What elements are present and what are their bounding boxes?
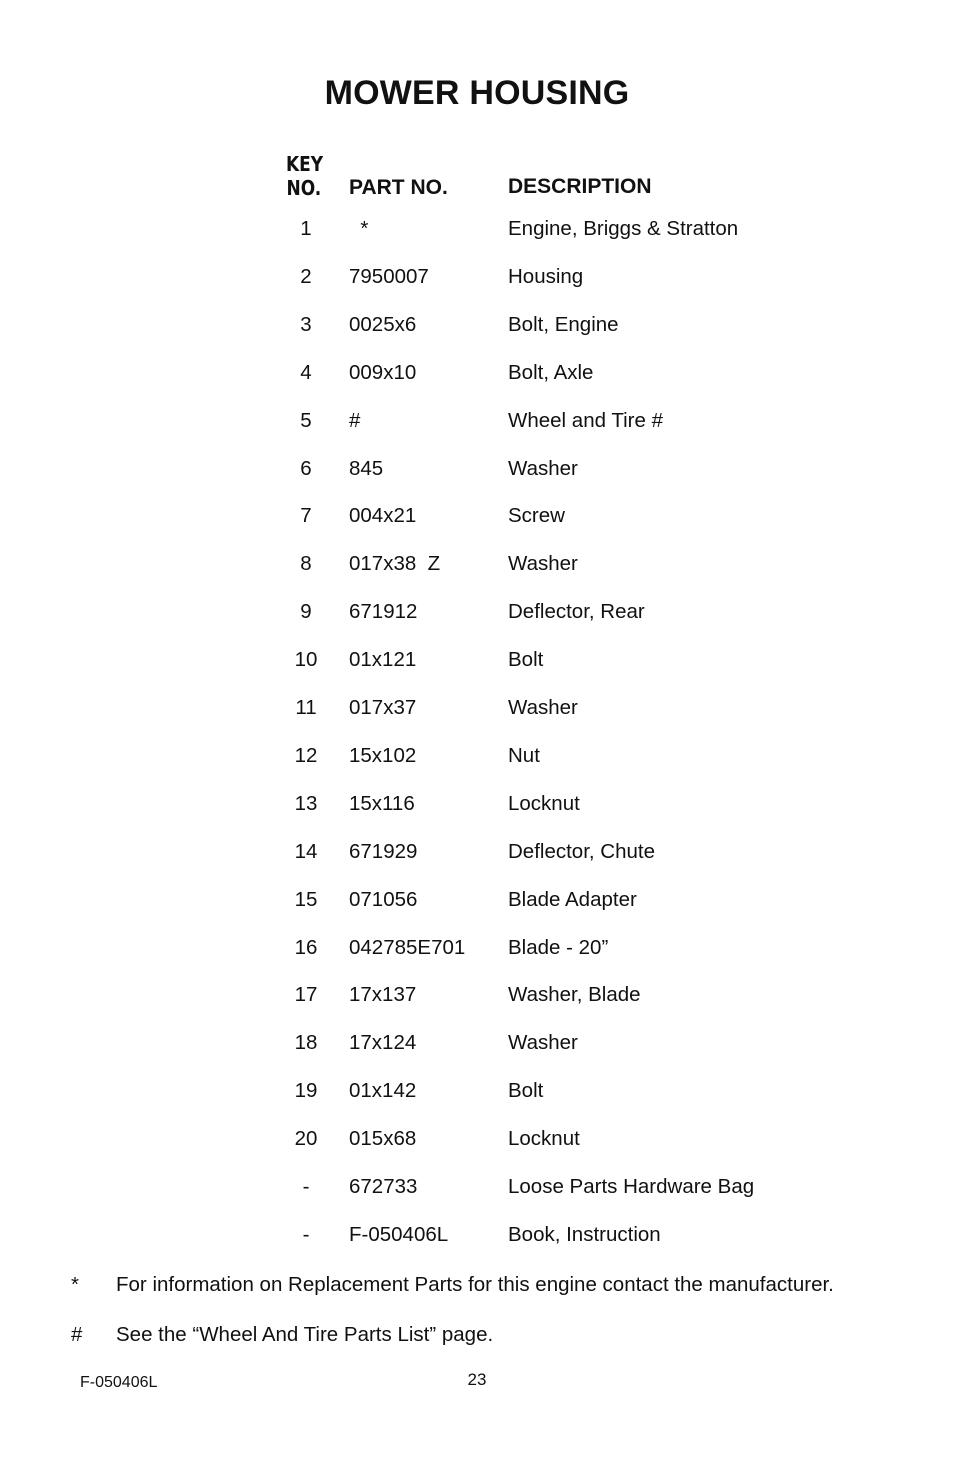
part-no-cell: 15x102 bbox=[349, 743, 417, 767]
part-no-cell: 01x121 bbox=[349, 648, 417, 672]
description-cell: Deflector, Chute bbox=[508, 839, 655, 863]
page-number: 23 bbox=[467, 1370, 487, 1389]
description-cell: Screw bbox=[508, 504, 565, 528]
part-no-cell: 042785E701 bbox=[349, 935, 466, 959]
table-row bbox=[0, 454, 954, 484]
key-no-cell: 17 bbox=[294, 983, 318, 1007]
table-row bbox=[0, 693, 954, 723]
table-row bbox=[0, 214, 954, 244]
description-cell: Deflector, Rear bbox=[508, 600, 645, 624]
part-no-cell: 845 bbox=[349, 456, 384, 480]
table-row bbox=[0, 933, 954, 963]
table-row bbox=[0, 1028, 954, 1058]
description-cell: Washer bbox=[508, 552, 578, 576]
description-cell: Bolt bbox=[508, 1079, 544, 1103]
description-cell: Washer bbox=[508, 456, 578, 480]
part-no-cell: * bbox=[349, 217, 369, 240]
description-cell: Blade Adapter bbox=[508, 887, 637, 911]
key-no-cell: 11 bbox=[295, 696, 317, 719]
key-header-line1: KEY bbox=[286, 152, 324, 176]
footnote-symbol: * bbox=[71, 1273, 79, 1296]
table-row bbox=[0, 262, 954, 292]
key-no-cell: 19 bbox=[294, 1079, 318, 1103]
part-no-header: PART NO. bbox=[349, 176, 448, 199]
description-cell: Blade - 20” bbox=[508, 935, 609, 959]
part-no-cell: 071056 bbox=[349, 887, 418, 911]
table-row bbox=[0, 837, 954, 867]
key-no-cell: 13 bbox=[294, 791, 318, 815]
key-no-cell: 10 bbox=[294, 648, 318, 672]
description-cell: Book, Instruction bbox=[508, 1222, 661, 1246]
description-cell: Bolt, Engine bbox=[508, 312, 619, 336]
key-no-cell: 20 bbox=[294, 1127, 318, 1151]
table-row bbox=[0, 1220, 954, 1250]
description-cell: Engine, Briggs & Stratton bbox=[508, 217, 739, 240]
description-cell: Locknut bbox=[508, 1127, 580, 1151]
key-no-cell: - bbox=[302, 1175, 310, 1198]
table-row bbox=[0, 1124, 954, 1154]
table-row bbox=[0, 310, 954, 340]
key-no-cell: 2 bbox=[300, 264, 312, 288]
key-no-cell: 15 bbox=[294, 887, 318, 911]
table-row bbox=[0, 1172, 954, 1202]
part-no-cell: 009x10 bbox=[349, 360, 417, 384]
part-no-cell: 017x37 bbox=[349, 696, 417, 719]
part-no-cell: 004x21 bbox=[349, 504, 417, 528]
part-no-cell: F-050406L bbox=[349, 1222, 449, 1246]
key-no-cell: 8 bbox=[300, 552, 312, 576]
table-row bbox=[0, 789, 954, 819]
description-cell: Bolt bbox=[508, 648, 544, 672]
part-no-cell: 15x116 bbox=[349, 791, 415, 815]
part-no-cell: 7950007 bbox=[349, 264, 429, 288]
part-no-cell: 0025x6 bbox=[349, 312, 417, 336]
table-row bbox=[0, 645, 954, 675]
part-no-cell: 671912 bbox=[349, 600, 418, 624]
key-no-cell: 7 bbox=[300, 504, 312, 528]
description-cell: Wheel and Tire # bbox=[508, 408, 663, 432]
key-no-cell: 1 bbox=[300, 217, 312, 240]
description-cell: Nut bbox=[508, 743, 540, 767]
part-no-cell: 17x137 bbox=[349, 983, 417, 1007]
key-no-cell: 5 bbox=[300, 408, 312, 432]
part-no-cell: # bbox=[349, 408, 361, 432]
key-no-cell: 18 bbox=[294, 1031, 318, 1055]
description-cell: Bolt, Axle bbox=[508, 360, 594, 384]
description-cell: Washer, Blade bbox=[508, 983, 641, 1007]
table-row bbox=[0, 549, 954, 579]
document-code: F-050406L bbox=[80, 1374, 158, 1391]
description-cell: Washer bbox=[508, 1031, 578, 1055]
description-header: DESCRIPTION bbox=[508, 175, 652, 198]
part-no-cell: 01x142 bbox=[349, 1079, 417, 1103]
table-row bbox=[0, 406, 954, 436]
table-row bbox=[0, 358, 954, 388]
key-no-cell: 12 bbox=[294, 743, 318, 767]
part-no-cell: 015x68 bbox=[349, 1127, 417, 1151]
part-no-cell: 17x124 bbox=[349, 1031, 417, 1055]
description-cell: Housing bbox=[508, 264, 584, 288]
table-row bbox=[0, 501, 954, 531]
key-no-cell: - bbox=[302, 1222, 310, 1246]
part-no-cell: 017x38 Z bbox=[349, 552, 441, 576]
key-no-cell: 16 bbox=[294, 935, 318, 959]
key-no-cell: 3 bbox=[300, 312, 312, 336]
key-no-cell: 9 bbox=[300, 600, 312, 624]
description-cell: Loose Parts Hardware Bag bbox=[508, 1175, 755, 1198]
table-row bbox=[0, 980, 954, 1010]
footnote-text: For information on Replacement Parts for this engine contact the manufacturer. bbox=[116, 1273, 834, 1296]
footnote-symbol: # bbox=[71, 1323, 83, 1346]
description-cell: Locknut bbox=[508, 791, 580, 815]
table-row bbox=[0, 741, 954, 771]
table-row bbox=[0, 597, 954, 627]
table-row bbox=[0, 885, 954, 915]
key-no-cell: 14 bbox=[294, 839, 318, 863]
part-no-cell: 671929 bbox=[349, 839, 418, 863]
key-no-cell: 4 bbox=[300, 360, 312, 384]
key-header-line2: NO. bbox=[286, 176, 322, 200]
description-cell: Washer bbox=[508, 696, 578, 719]
part-no-cell: 672733 bbox=[349, 1175, 418, 1198]
page-title: MOWER HOUSING bbox=[324, 74, 630, 112]
key-no-cell: 6 bbox=[300, 456, 312, 480]
footnote-text: See the “Wheel And Tire Parts List” page. bbox=[116, 1323, 494, 1346]
table-row bbox=[0, 1076, 954, 1106]
